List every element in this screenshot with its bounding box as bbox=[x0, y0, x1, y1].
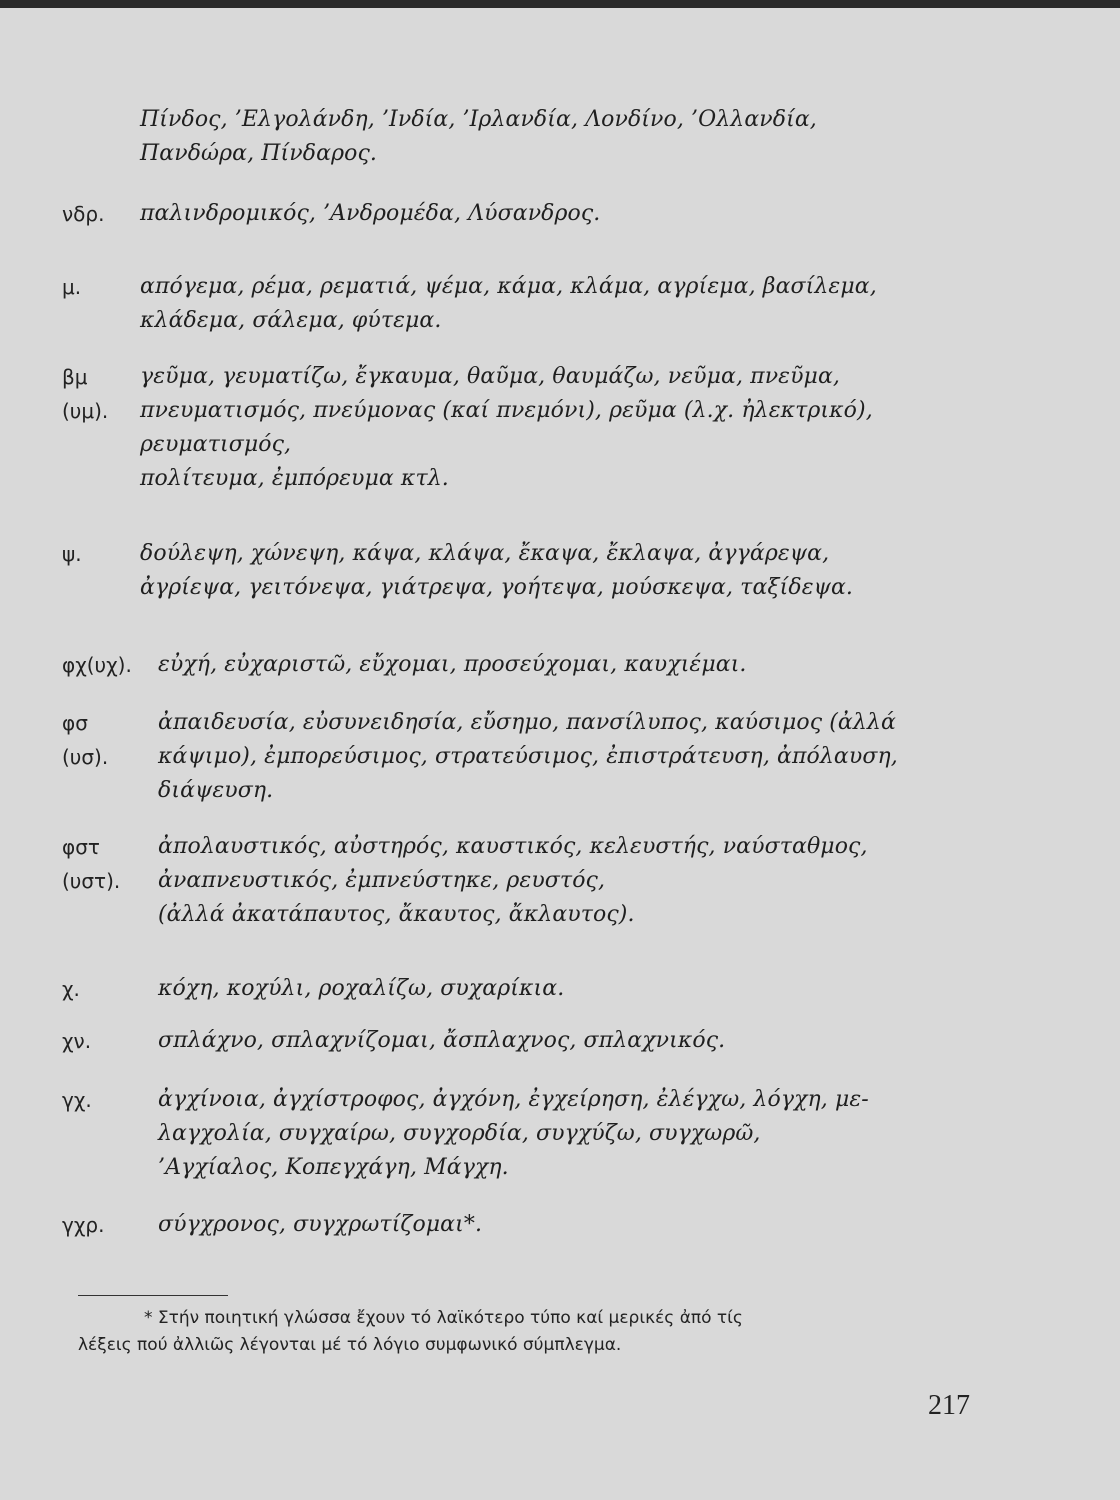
label-line: φχ(υχ). bbox=[62, 653, 132, 677]
entry-line: ἀναπνευστικός, ἐμπνεύστηκε, ρευστός, bbox=[158, 868, 606, 893]
label-line: (υμ). bbox=[62, 399, 109, 423]
entry-label bbox=[62, 706, 154, 774]
footnote-line: * Στήν ποιητική γλώσσα ἔχουν τό λαϊκότερο τύπο καί μερικές ἀπό τίς bbox=[144, 1308, 743, 1328]
entry-label bbox=[62, 830, 154, 898]
entry-line: σπλάχνο, σπλαχνίζομαι, ἄσπλαχνος, σπλαχνικός. bbox=[158, 1028, 726, 1053]
entry-text bbox=[140, 197, 960, 231]
footnote bbox=[78, 1305, 978, 1359]
label-line: χν. bbox=[62, 1029, 92, 1053]
footnote-rule bbox=[78, 1295, 228, 1296]
entry-line: ρευματισμός, bbox=[140, 432, 292, 457]
entry-label bbox=[62, 1024, 154, 1058]
label-line: χ. bbox=[62, 977, 80, 1001]
footnote-line: λέξεις πού ἀλλιῶς λέγονται μέ τό λόγιο συμφωνικό σύμπλεγμα. bbox=[78, 1335, 622, 1355]
label-line: γχρ. bbox=[62, 1213, 105, 1237]
entry-text bbox=[140, 103, 960, 171]
page-number: 217 bbox=[928, 1390, 970, 1421]
label-line: ψ. bbox=[62, 542, 82, 566]
label-line: μ. bbox=[62, 275, 82, 299]
entry-text bbox=[140, 360, 960, 496]
entry-text bbox=[158, 972, 963, 1006]
entry-text bbox=[140, 270, 960, 338]
entry-line: κόχη, κοχύλι, ροχαλίζω, συχαρίκια. bbox=[158, 976, 565, 1001]
entry-line: ’Αγχίαλος, Κοπεγχάγη, Μάγχη. bbox=[158, 1155, 509, 1180]
entry-text bbox=[158, 648, 963, 682]
entry-line: ἀπολαυστικός, αὐστηρός, καυστικός, κελευστής, ναύσταθμος, bbox=[158, 834, 868, 859]
label-line: (υστ). bbox=[62, 869, 121, 893]
entry-line: πνευματισμός, πνεύμονας (καί πνεμόνι), ρεῦμα (λ.χ. ἠλεκτρικό), bbox=[140, 398, 873, 423]
entry-line: απόγεμα, ρέμα, ρεματιά, ψέμα, κάμα, κλάμα, αγρίεμα, βασίλεμα, bbox=[140, 274, 877, 299]
entry-text bbox=[158, 706, 963, 808]
entry-line: κάψιμο), ἐμπορεύσιμος, στρατεύσιμος, ἐπιστράτευση, ἀπόλαυση, bbox=[158, 744, 898, 769]
entry-text bbox=[158, 830, 963, 932]
entry-label bbox=[62, 972, 154, 1006]
entry-line: εὐχή, εὐχαριστῶ, εὔχομαι, προσεύχομαι, καυχιέμαι. bbox=[158, 652, 747, 677]
entry-line: ἀγχίνοια, ἀγχίστροφος, ἀγχόνη, ἐγχείρηση, ἐλέγχω, λόγχη, με- bbox=[158, 1087, 869, 1112]
entry-line: διάψευση. bbox=[158, 778, 274, 803]
entry-line: ἀπαιδευσία, εὐσυνειδησία, εὔσημο, πανσίλυπος, καύσιμος (ἀλλά bbox=[158, 710, 896, 735]
entry-line: Πανδώρα, Πίνδαρος. bbox=[140, 141, 377, 166]
label-line: γχ. bbox=[62, 1088, 92, 1112]
entry-line: Πίνδος, ’Ελγολάνδη, ’Ινδία, ’Ιρλανδία, Λονδίνο, ’Ολλανδία, bbox=[140, 107, 817, 132]
label-line: φστ bbox=[62, 835, 100, 859]
label-line: νδρ. bbox=[62, 202, 105, 226]
entry-line: ἀγρίεψα, γειτόνεψα, γιάτρεψα, γοήτεψα, μούσκεψα, ταξίδεψα. bbox=[140, 575, 854, 600]
entry-line: κλάδεμα, σάλεμα, φύτεμα. bbox=[140, 308, 442, 333]
entry-text bbox=[140, 537, 960, 605]
label-line: φσ bbox=[62, 711, 88, 735]
entry-line: παλινδρομικός, ’Ανδρομέδα, Λύσανδρος. bbox=[140, 201, 601, 226]
entry-line: πολίτευμα, ἐμπόρευμα κτλ. bbox=[140, 466, 449, 491]
entry-line: σύγχρονος, συγχρωτίζομαι*. bbox=[158, 1212, 483, 1237]
label-line: (υσ). bbox=[62, 745, 109, 769]
entry-line: (ἀλλά ἀκατάπαυτος, ἄκαυτος, ἄκλαυτος). bbox=[158, 902, 635, 927]
entry-line: γεῦμα, γευματίζω, ἔγκαυμα, θαῦμα, θαυμάζω, νεῦμα, πνεῦμα, bbox=[140, 364, 840, 389]
entry-text bbox=[158, 1208, 963, 1242]
entry-text bbox=[158, 1083, 963, 1185]
entry-text bbox=[158, 1024, 963, 1058]
entry-label bbox=[62, 648, 154, 682]
entry-line: δούλεψη, χώνεψη, κάψα, κλάψα, ἔκαψα, ἔκλαψα, ἀγγάρεψα, bbox=[140, 541, 830, 566]
label-line: βμ bbox=[62, 365, 88, 389]
entry-line: λαγχολία, συγχαίρω, συγχορδία, συγχύζω, συγχωρῶ, bbox=[158, 1121, 761, 1146]
entry-label bbox=[62, 1208, 154, 1242]
entry-label bbox=[62, 1083, 154, 1117]
